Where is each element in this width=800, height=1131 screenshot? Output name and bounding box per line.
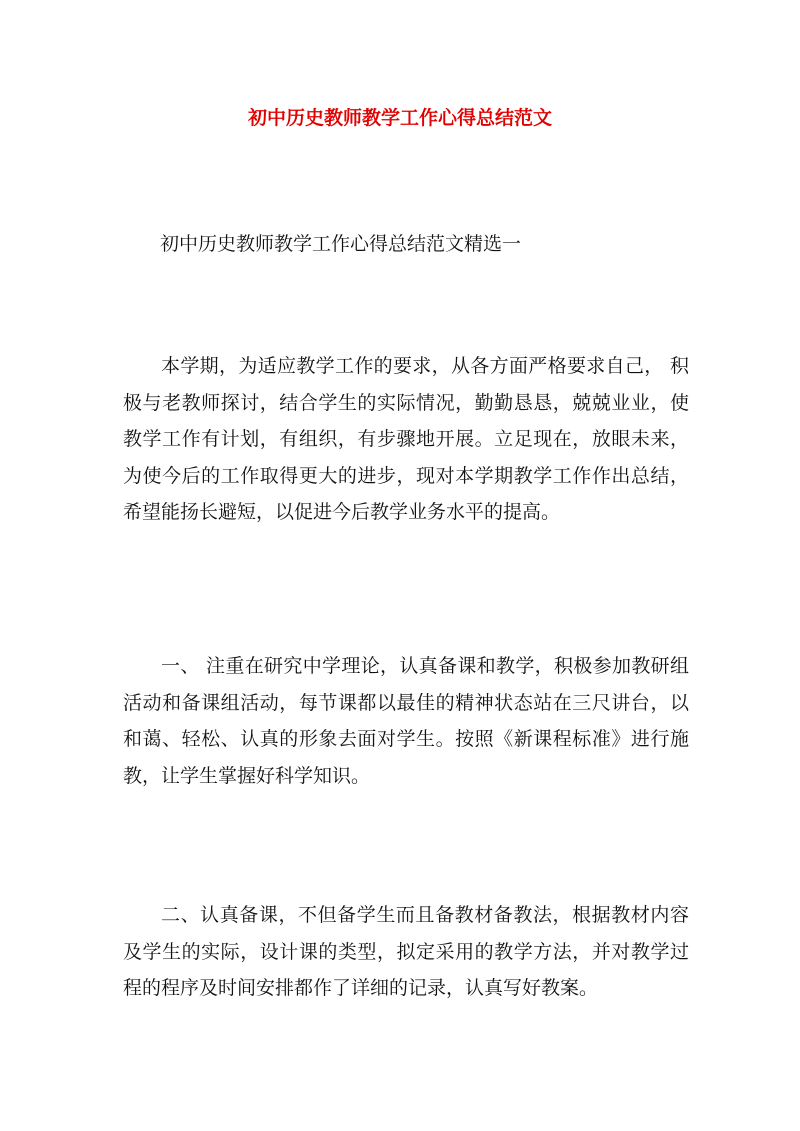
paragraph-point-one: 一、 注重在研究中学理论，认真备课和教学，积极参加教研组活动和备课组活动，每节课都以最佳的精神状态站在三尺讲台，以和蔼、轻松、认真的形象去面对学生。按照《新课程标准》进行施教，让学生掌握好科学知识。 (123, 655, 689, 787)
document-subtitle: 初中历史教师教学工作心得总结范文精选一 (160, 233, 522, 255)
document-title: 初中历史教师教学工作心得总结范文 (247, 107, 552, 129)
paragraph-intro: 本学期，为适应教学工作的要求，从各方面严格要求自己， 积极与老教师探讨，结合学生的实际情况，勤勤恳恳，兢兢业业，使教学工作有计划，有组织，有步骤地开展。立足现在，放眼未来，为使今后的工作取得更大的进步，现对本学期教学工作作出总结，希望能扬长避短，以促进今后教学业务水平的提高。 (123, 355, 689, 523)
paragraph-point-two: 二、认真备课，不但备学生而且备教材备教法，根据教材内容及学生的实际，设计课的类型，拟定采用的教学方法，并对教学过程的程序及时间安排都作了详细的记录，认真写好教案。 (123, 904, 689, 999)
